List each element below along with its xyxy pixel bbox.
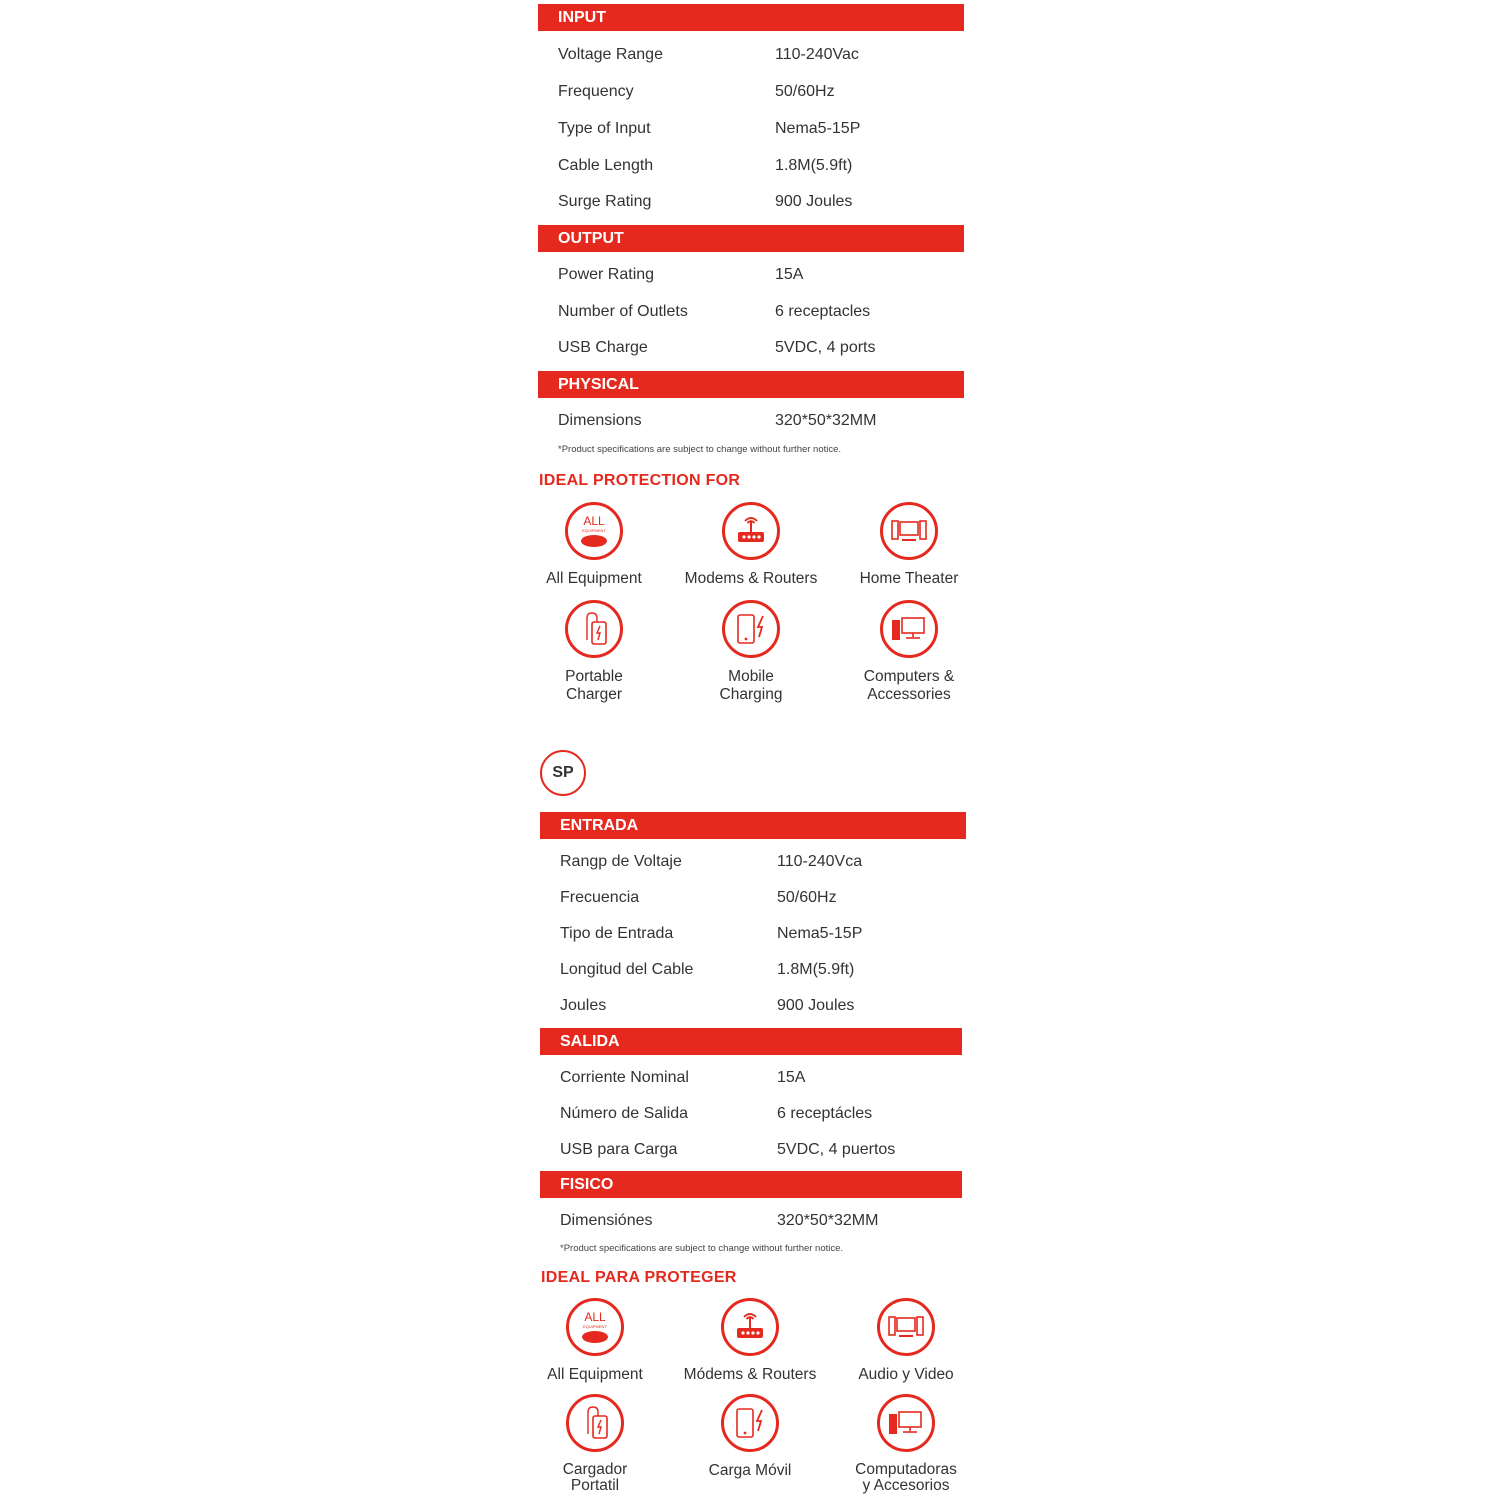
spec-value: 50/60Hz — [775, 83, 835, 100]
protection-item — [834, 600, 984, 704]
spec-label: Longitud del Cable — [560, 961, 694, 978]
router-icon — [722, 502, 780, 560]
spec-row — [540, 886, 966, 910]
spec-row — [540, 922, 966, 946]
spec-value: 110-240Vac — [775, 46, 859, 63]
spec-row — [538, 300, 964, 324]
home-theater-icon — [880, 502, 938, 560]
section-header-output: OUTPUT — [538, 225, 964, 252]
spec-label: USB para Carga — [560, 1141, 678, 1158]
section-header-input: INPUT — [538, 4, 964, 31]
spec-label: Voltage Range — [558, 46, 663, 63]
section-header-salida: SALIDA — [540, 1028, 962, 1055]
spec-note: *Product specifications are subject to change without further notice. — [558, 444, 842, 455]
spec-label: Rangp de Voltaje — [560, 853, 682, 870]
power-bank-icon — [566, 1394, 624, 1452]
spec-row — [540, 850, 966, 874]
spec-value: Nema5-15P — [777, 925, 863, 942]
protection-heading: IDEAL PARA PROTEGER — [541, 1269, 737, 1286]
spec-value: 900 Joules — [775, 193, 853, 210]
protection-item-label: Carga Móvil — [708, 1462, 792, 1479]
spec-value: 5VDC, 4 puertos — [777, 1141, 896, 1158]
spec-row — [538, 117, 964, 141]
protection-item — [520, 1298, 670, 1384]
spec-row — [540, 1102, 966, 1126]
home-theater-icon — [877, 1298, 935, 1356]
protection-item-label: Audio y Video — [858, 1366, 954, 1383]
router-icon — [721, 1298, 779, 1356]
spec-label: Cable Length — [558, 157, 654, 174]
section-header-physical: PHYSICAL — [538, 371, 964, 398]
protection-heading: IDEAL PROTECTION FOR — [539, 472, 741, 489]
spec-row — [538, 263, 964, 287]
mobile-charging-icon — [721, 1394, 779, 1452]
spec-label: Número de Salida — [560, 1105, 689, 1122]
svg-text:EQUIPMENT: EQUIPMENT — [582, 528, 606, 533]
mobile-charging-icon — [722, 600, 780, 658]
protection-item-label: Home Theater — [859, 570, 959, 587]
spec-value: 900 Joules — [777, 997, 855, 1014]
protection-item-label: All Equipment — [547, 1366, 643, 1383]
spec-label: Joules — [560, 997, 607, 1014]
protection-item-label: Mobile Charging — [719, 668, 783, 703]
spec-label: USB Charge — [558, 339, 648, 356]
protection-item — [831, 1394, 981, 1494]
spec-value: 110-240Vca — [777, 853, 863, 870]
spec-label: Type of Input — [558, 120, 651, 137]
spec-label: Corriente Nominal — [560, 1069, 689, 1086]
svg-text:ALL: ALL — [584, 1310, 606, 1324]
section-header-entrada: ENTRADA — [540, 812, 966, 839]
section-header-fisico: FISICO — [540, 1171, 962, 1198]
protection-item — [834, 502, 984, 588]
protection-item-label: Computers & Accessories — [863, 668, 955, 703]
spec-row — [538, 190, 964, 214]
spec-label: Frecuencia — [560, 889, 640, 906]
spec-value: Nema5-15P — [775, 120, 861, 137]
spec-label: Power Rating — [558, 266, 655, 283]
spec-label: Tipo de Entrada — [560, 925, 674, 942]
protection-item-label: Computadoras y Accesorios — [855, 1461, 957, 1494]
all-equipment-icon — [566, 1298, 624, 1356]
spec-value: 15A — [775, 266, 804, 283]
protection-item — [520, 1394, 670, 1494]
spec-value: 5VDC, 4 ports — [775, 339, 876, 356]
spec-value: 1.8M(5.9ft) — [775, 157, 853, 174]
protection-item-label: Portable Charger — [565, 668, 623, 703]
spec-value: 6 receptácles — [777, 1105, 873, 1122]
spec-value: 6 receptacles — [775, 303, 871, 320]
spec-note: *Product specifications are subject to change without further notice. — [560, 1243, 844, 1254]
language-badge: SP — [540, 750, 586, 796]
spec-row — [540, 1209, 966, 1233]
protection-item — [519, 502, 669, 588]
protection-item-label: All Equipment — [546, 570, 642, 587]
protection-item — [519, 600, 669, 704]
protection-item-label: Cargador Portatil — [562, 1461, 628, 1494]
protection-item — [676, 600, 826, 704]
spec-row — [538, 409, 964, 433]
spec-value: 320*50*32MM — [777, 1212, 879, 1229]
protection-item-label: Modems & Routers — [684, 570, 818, 587]
protection-item — [675, 1394, 825, 1480]
spec-row — [538, 336, 964, 360]
protection-item-label: Módems & Routers — [683, 1366, 817, 1383]
spec-row — [540, 1138, 966, 1162]
all-equipment-icon — [565, 502, 623, 560]
spec-label: Dimensions — [558, 412, 642, 429]
spec-row — [540, 994, 966, 1018]
spec-label: Surge Rating — [558, 193, 652, 210]
svg-text:ALL: ALL — [583, 514, 605, 528]
spec-row — [540, 1066, 966, 1090]
spec-value: 15A — [777, 1069, 806, 1086]
protection-item — [675, 1298, 825, 1384]
spec-label: Frequency — [558, 83, 634, 100]
spec-label: Number of Outlets — [558, 303, 688, 320]
spec-row — [538, 43, 964, 67]
power-bank-icon — [565, 600, 623, 658]
protection-item — [831, 1298, 981, 1384]
spec-value: 1.8M(5.9ft) — [777, 961, 855, 978]
computer-icon — [877, 1394, 935, 1452]
spec-row — [538, 154, 964, 178]
spec-row — [540, 958, 966, 982]
spec-row — [538, 80, 964, 104]
spec-label: Dimensiónes — [560, 1212, 653, 1229]
spec-value: 50/60Hz — [777, 889, 837, 906]
svg-text:EQUIPMENT: EQUIPMENT — [583, 1324, 607, 1329]
protection-item — [676, 502, 826, 588]
computer-icon — [880, 600, 938, 658]
spec-value: 320*50*32MM — [775, 412, 877, 429]
